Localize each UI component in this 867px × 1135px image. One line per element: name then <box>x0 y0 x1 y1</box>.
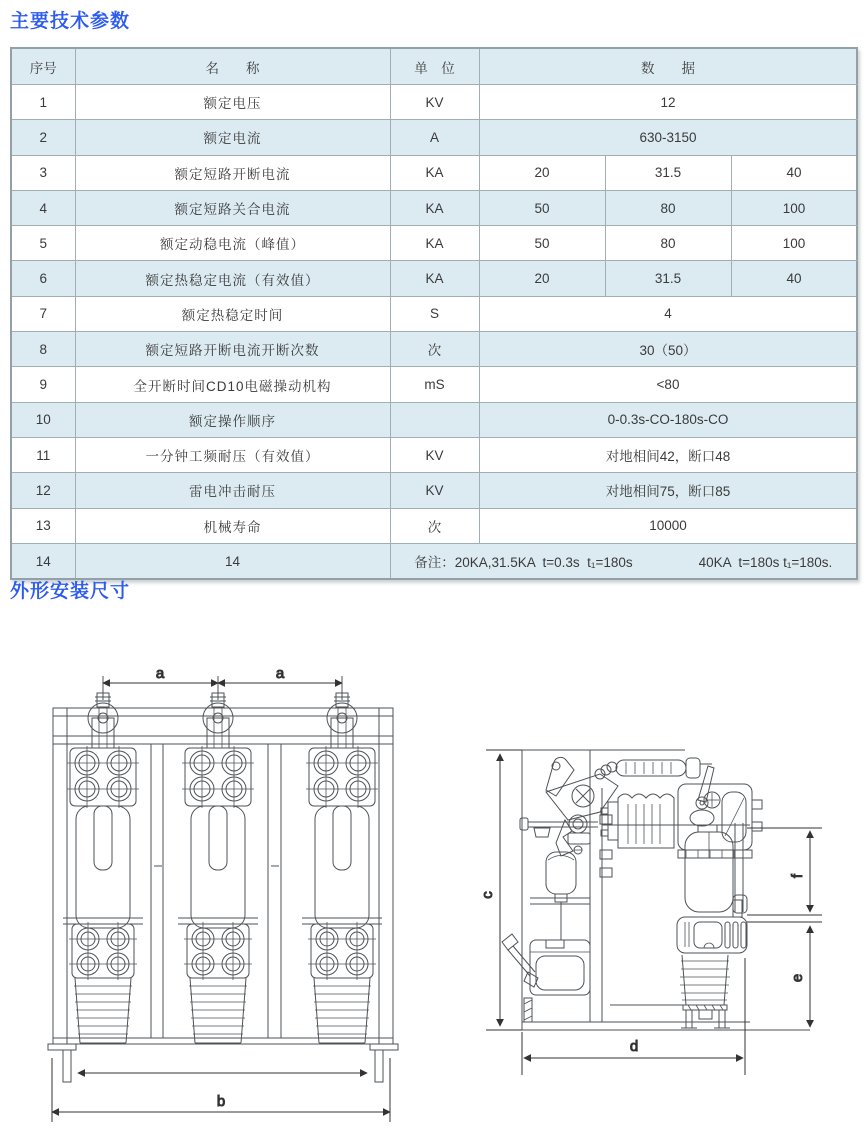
cell-unit: KV <box>390 437 479 472</box>
cell-unit: KA <box>390 190 479 225</box>
section-title-parameters: 主要技术参数 <box>10 11 131 32</box>
table-row <box>11 296 857 331</box>
cell-unit: KV <box>390 473 479 508</box>
cell-data: 0-0.3s-CO-180s-CO <box>479 402 857 437</box>
cell-unit <box>390 402 479 437</box>
cell-seq: 11 <box>11 437 75 472</box>
cell-data-3: 100 <box>731 190 857 225</box>
header-name: 名 称 <box>75 48 390 85</box>
cell-name: 额定热稳定时间 <box>75 296 390 331</box>
cell-seq: 3 <box>11 155 75 190</box>
cell-name: 雷电冲击耐压 <box>75 473 390 508</box>
cell-seq: 9 <box>11 367 75 402</box>
cell-name: 额定短路关合电流 <box>75 190 390 225</box>
trip-mechanism <box>502 815 598 995</box>
pole-left <box>63 676 143 1043</box>
cell-seq: 7 <box>11 296 75 331</box>
cell-unit: 次 <box>390 332 479 367</box>
table-row <box>11 473 857 508</box>
table-row <box>11 85 857 120</box>
cell-seq: 1 <box>11 85 75 120</box>
cell-data-1: 20 <box>479 155 605 190</box>
operating-mechanism <box>546 757 762 858</box>
cell-seq: 8 <box>11 332 75 367</box>
cell-data: 12 <box>479 85 857 120</box>
table-row <box>11 332 857 367</box>
table-header-row <box>11 48 857 85</box>
side-frame <box>522 750 810 1030</box>
cell-unit: KA <box>390 226 479 261</box>
dim-label-b: b <box>216 1093 226 1110</box>
cell-name: 全开断时间CD10电磁操动机构 <box>75 367 390 402</box>
cell-data: 4 <box>479 296 857 331</box>
header-seq: 序号 <box>11 48 75 85</box>
cell-unit: KA <box>390 155 479 190</box>
cell-unit: KA <box>390 261 479 296</box>
cell-data-2: 80 <box>605 190 731 225</box>
table-row <box>11 543 857 579</box>
remark-part-1: 备注：20KA,31.5KA t=0.3s t₁=180s <box>414 555 633 570</box>
cell-seq: 5 <box>11 226 75 261</box>
pole-middle <box>178 676 258 1043</box>
cell-seq: 13 <box>11 508 75 543</box>
cell-unit: KV <box>390 85 479 120</box>
cell-name: 机械寿命 <box>75 508 390 543</box>
cell-seq: 14 <box>75 543 390 579</box>
dim-label-a1: a <box>155 665 165 682</box>
side-view-dimensions <box>479 750 822 1075</box>
table-row <box>11 120 857 155</box>
front-view-dimensions <box>52 665 390 1122</box>
cell-seq: 6 <box>11 261 75 296</box>
cell-unit: 次 <box>390 508 479 543</box>
cell-remark <box>390 543 857 579</box>
cell-seq: 12 <box>11 473 75 508</box>
header-unit: 单 位 <box>390 48 479 85</box>
cell-name: 额定操作顺序 <box>75 402 390 437</box>
cell-unit: mS <box>390 367 479 402</box>
cell-name: 额定短路开断电流 <box>75 155 390 190</box>
cell-data-2: 31.5 <box>605 261 731 296</box>
cell-seq: 10 <box>11 402 75 437</box>
cell-data-1: 50 <box>479 190 605 225</box>
pole-right <box>302 676 382 1043</box>
side-pole <box>602 823 750 1028</box>
cell-name: 额定热稳定电流（有效值） <box>75 261 390 296</box>
side-view-drawing <box>450 700 867 1110</box>
cell-name: 额定短路开断电流开断次数 <box>75 332 390 367</box>
parameters-table <box>10 47 858 580</box>
dim-label-d: d <box>629 1038 639 1055</box>
table-row <box>11 367 857 402</box>
cell-unit: S <box>390 296 479 331</box>
cell-seq: 4 <box>11 190 75 225</box>
dim-label-c: c <box>479 891 496 899</box>
table-row <box>11 190 857 225</box>
cell-data-3: 40 <box>731 155 857 190</box>
cell-data: 对地相间42，断口48 <box>479 437 857 472</box>
table-row <box>11 226 857 261</box>
dim-label-a2: a <box>275 665 285 682</box>
section-title-dimensions: 外形安装尺寸 <box>10 581 131 602</box>
table-row <box>11 437 857 472</box>
cell-data: <80 <box>479 367 857 402</box>
table-row <box>11 508 857 543</box>
remark-part-2: 40KA t=180s t₁=180s. <box>698 555 833 570</box>
cell-data: 10000 <box>479 508 857 543</box>
cell-name: 额定动稳电流（峰值） <box>75 226 390 261</box>
table-row <box>11 261 857 296</box>
cell-unit: A <box>390 120 479 155</box>
table-row <box>11 155 857 190</box>
cell-seq: 2 <box>11 120 75 155</box>
dim-label-f: f <box>789 873 806 879</box>
cell-data: 对地相间75，断口85 <box>479 473 857 508</box>
cell-data-2: 80 <box>605 226 731 261</box>
header-data: 数 据 <box>479 48 857 85</box>
cell-data-1: 20 <box>479 261 605 296</box>
cell-data: 630-3150 <box>479 120 857 155</box>
table-row <box>11 402 857 437</box>
cell-name: 额定电流 <box>75 120 390 155</box>
cell-data: 30（50） <box>479 332 857 367</box>
cell-data-2: 31.5 <box>605 155 731 190</box>
cell-data-1: 50 <box>479 226 605 261</box>
cell-name: 额定电压 <box>75 85 390 120</box>
cell-data-3: 100 <box>731 226 857 261</box>
cell-name: 一分钟工频耐压（有效值） <box>75 437 390 472</box>
dim-label-e: e <box>789 973 806 983</box>
cell-data-3: 40 <box>731 261 857 296</box>
front-view-drawing <box>10 660 440 1132</box>
cell-seq: 14 <box>11 543 75 579</box>
